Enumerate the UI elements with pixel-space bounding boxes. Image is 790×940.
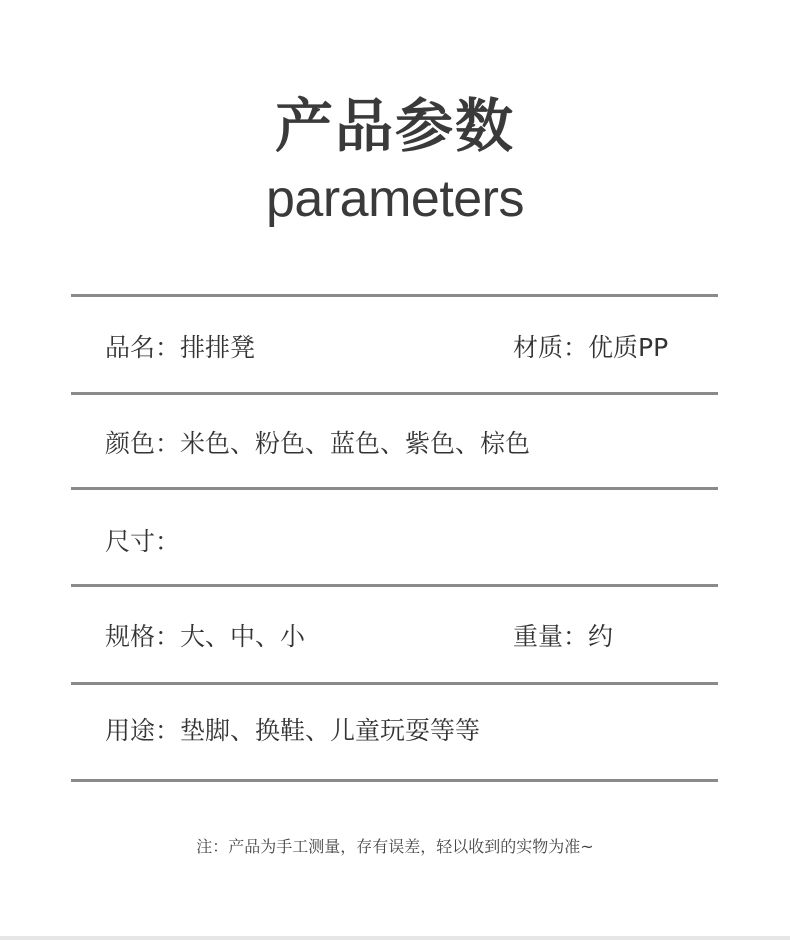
param-material	[513, 328, 668, 368]
param-name-value: 排排凳	[180, 333, 256, 362]
param-color-label: 颜色：	[105, 429, 181, 458]
param-weight-value: 约	[588, 622, 614, 651]
divider	[71, 779, 718, 782]
param-weight-label: 重量：	[513, 622, 589, 651]
divider	[71, 392, 718, 395]
page-title-cn: 产品参数	[274, 92, 515, 160]
param-weight	[513, 617, 613, 657]
param-usage-value: 垫脚、换鞋、儿童玩耍等等	[180, 716, 481, 745]
param-row-name-material	[71, 328, 718, 368]
divider	[71, 682, 718, 685]
param-color-value: 米色、粉色、蓝色、紫色、棕色	[180, 429, 531, 458]
param-usage-label: 用途：	[105, 716, 181, 745]
param-spec-label: 规格：	[105, 622, 181, 651]
param-size	[105, 522, 180, 562]
param-row-size	[71, 522, 718, 562]
param-row-spec-weight	[71, 617, 718, 657]
footnote: 注：产品为手工测量，存有误差，轻以收到的实物为准~	[196, 837, 594, 856]
param-row-usage	[71, 711, 718, 751]
param-name	[105, 328, 255, 368]
bottom-edge	[0, 936, 790, 940]
param-color	[105, 424, 530, 464]
param-material-label: 材质：	[513, 333, 589, 362]
param-usage	[105, 711, 480, 751]
divider	[71, 294, 718, 297]
param-size-label: 尺寸：	[105, 527, 181, 556]
param-material-value: 优质PP	[588, 333, 669, 362]
param-spec	[105, 617, 305, 657]
param-spec-value: 大、中、小	[180, 622, 306, 651]
param-row-color	[71, 424, 718, 464]
divider	[71, 584, 718, 587]
divider	[71, 487, 718, 490]
param-name-label: 品名：	[105, 333, 181, 362]
page-title-en: parameters	[266, 170, 524, 228]
